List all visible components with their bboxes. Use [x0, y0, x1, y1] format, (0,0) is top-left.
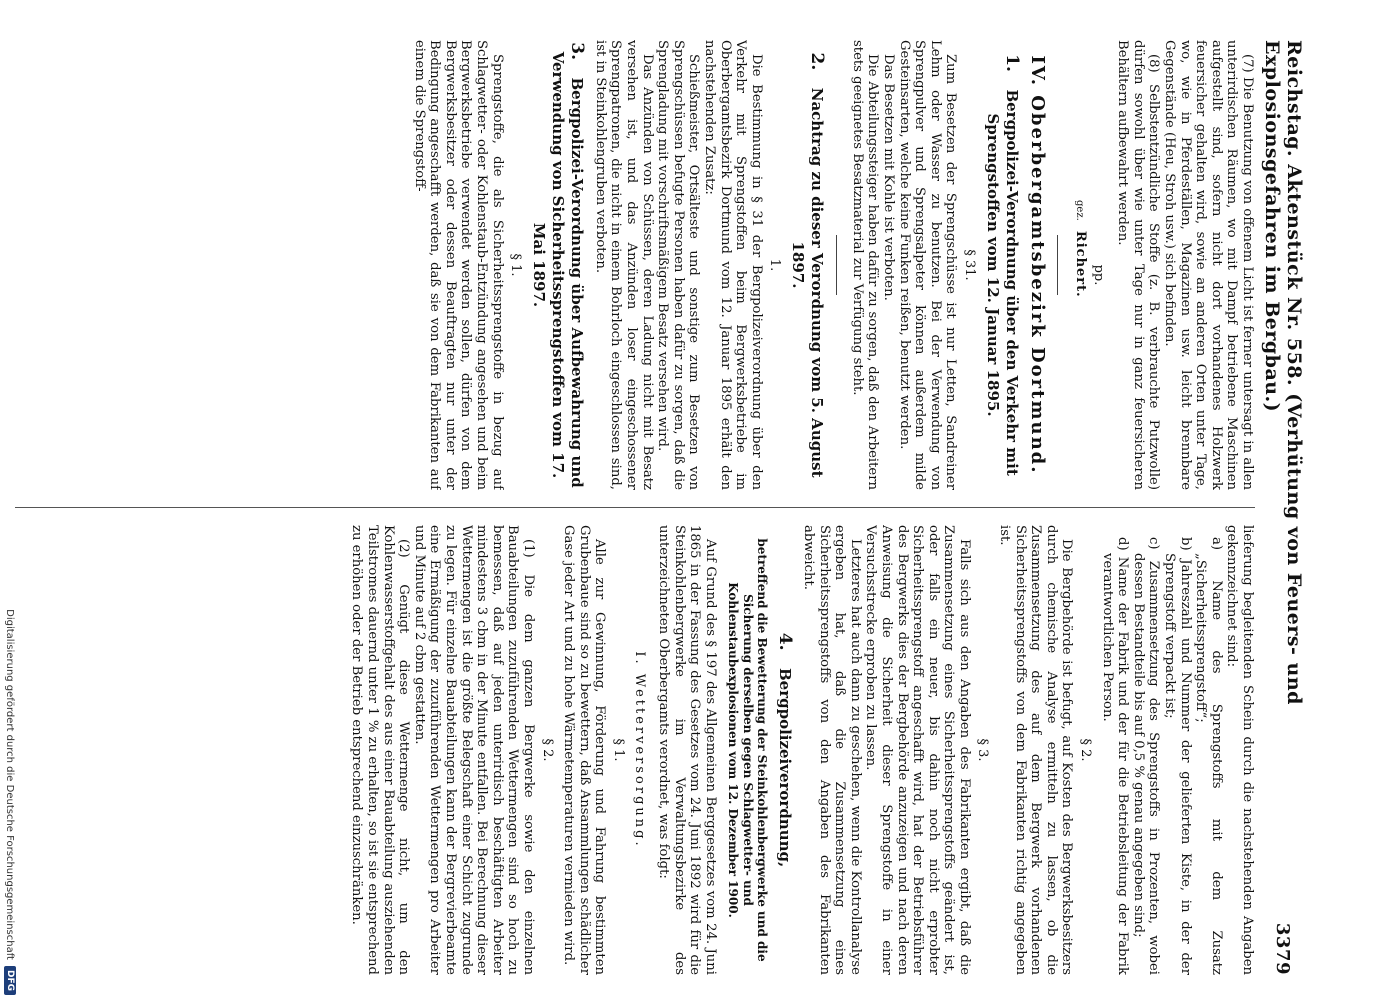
ordinance-2-heading: [788, 40, 826, 490]
signature-name: Richert.: [1072, 230, 1088, 298]
signature-pp: pp.: [1090, 264, 1106, 286]
ordinance-4-preamble: Auf Grund des § 197 des Allgemeinen Berggesetzes vom 24. Juni 1865 in der Fassung des Gesetzes vom 24. Juni 1892 wird für die Steinkohlenbergwerke im Verwaltungsbezirke des unterzeichneten Oberbergamts verordnet, was folgt:: [656, 525, 718, 975]
ordinance-2-number: 2.: [807, 52, 828, 71]
ordinance-1-title: Bergpolizei-Verordnung über den Verkehr mit Sprengstoffen vom 12. Januar 1895.: [984, 89, 1022, 476]
ordinance-3-heading: [529, 40, 586, 490]
continued-paragraph: lieferung begleitenden Schein durch die nachstehenden Angaben gekennzeichnet sind:: [1224, 525, 1255, 975]
wetter-paragraph-1: Alle zur Gewinnung, Förderung und Fahrung bestimmten Grubenbaue sind so zu bewettern, daß Ansammlungen schädlicher Gase jeder Art und zu hohe Wärmetemperaturen vermieden wird.: [561, 525, 608, 975]
running-header: [1263, 40, 1303, 975]
paragraph-31b: Das Besetzen mit Kohle ist verboten.: [881, 54, 897, 301]
column-divider: [15, 507, 1255, 508]
list-item-b: b) Jahreszahl und Nummer der gelieferten Kiste, in der der Sprengstoff verpackt ist;: [1162, 537, 1193, 975]
left-column: [10, 40, 1255, 490]
nachtrag-paragraph-1: Die Bestimmung in § 31 der Bergpolizeiverordnung über den Verkehr mit Sprengstoffen beim Bergwerksbetriebe im Oberbergamtsbezirk Dortmund vom 12. Januar 1895 erhält den nachstehenden Zusatz:: [701, 40, 764, 490]
paragraph-3a-text: Falls sich aus den Angaben des Fabrikanten ergibt, daß die Zusammensetzung eines Sicherheitssprengstoffs geändert ist, oder falls ein neuer, bis dahin noch nicht erprobter Sicherheitssprengstoff angeschafft wird, hat der Betriebsführer des Bergwerks dies der Bergbehörde anzuzeigen und nach deren Anweisung die Sicherheit dieser Sprengstoffe in einer Versuchsstrecke erproben zu lassen.: [863, 525, 972, 975]
item-number-1: 1.: [767, 258, 783, 272]
paragraph-sign-2: § 2.: [1078, 738, 1094, 762]
list-item-d: d) Name der Fabrik und der für die Betriebsleitung der Fabrik verantwortlichen Person.: [1099, 537, 1131, 975]
credit-text: Digitalisierung gefördert durch die Deutsche Forschungsgemeinschaft: [4, 609, 16, 960]
ordinance-1-heading: [983, 40, 1021, 490]
paragraph-sign-1: § 1.: [508, 253, 524, 277]
header-title: Reichstag. Aktenstück Nr. 558. (Verhütung von Feuers- und Explosionsgefahren im Bergbau.): [1261, 40, 1305, 705]
list-item-c: c) Zusammensetzung des Sprengstoffs in Prozenten, wobei dessen Bestandteile bis auf 0,5 % genau angegeben sind;: [1130, 537, 1162, 975]
nachtrag-paragraph-3: Das Anzünden von Schüssen, deren Ladung nicht mit Besatz versehen ist, und das Anzünden loser eingeschossener Sprengpatronen, die nicht in einem Bohrloch eingeschlossen sind, ist in Steinkohlengruben verboten.: [592, 40, 655, 490]
ordinance-4-number: 4.: [775, 632, 796, 651]
ordinance-4-heading: [775, 525, 794, 975]
wetter-paragraph-2a: (1) Die dem ganzen Bergwerke sowie den einzelnen Bauabteilungen zuzuführenden Wettermengen sind so hoch zu bemessen, daß auf jeden unterirdisch beschäftigten Arbeiter mindestens 3 cbm in der Minute entfallen. Bei Berechnung dieser Wettermengen ist die größte Belegschaft einer Schicht zugrunde zu legen. Für einzelne Bauabteilungen kann der Bergrevierbeamte eine Ermäßigung der zuzuführenden Wettermengen pro Arbeiter und Minute auf 2 cbm gestatten.: [411, 525, 536, 975]
ordinance-2-title: Nachtrag zu dieser Verordnung vom 5. August 1897.: [789, 87, 827, 478]
paragraph-sign-w2: § 2.: [539, 738, 555, 762]
chapter-heading: I. Wetterversorgung.: [632, 651, 648, 849]
paragraph-3b-text: Letzteres hat auch dann zu geschehen, wenn die Kontrollanalyse ergeben hat, daß die Zusammensetzung eines Sicherheitssprengstoffs von den Angaben des Fabrikanten abweicht.: [800, 525, 863, 975]
wetter-paragraph-2b: (2) Genügt diese Wettermenge nicht, um den Kohlenwasserstoffgehalt des aus einer Bauabteilung ausziehenden Teilstromes dauernd unter 1 % zu erhalten, so ist sie entsprechend zu erhöhen oder der Betrieb entsprechend einzuschränken.: [349, 525, 412, 975]
signature-block: [1070, 40, 1107, 490]
ordinance-3-number: 3.: [567, 42, 588, 60]
paragraph-31c: Die Abteilungssteiger haben dafür zu sorgen, daß den Arbeitern stets geeignetes Besatzmaterial zur Verfügung steht.: [849, 40, 881, 490]
signature-gez: gez.: [1073, 200, 1085, 221]
paragraph-sign-w1: § 1.: [610, 738, 626, 762]
paragraph-2-text: Die Bergbehörde ist befugt, auf Kosten des Bergwerksbesitzers durch chemische Analyse ermitteln zu lassen, ob die Zusammensetzung des auf dem Bergwerk vorhandenen Sicherheitssprengstoffs von dem Fabrikanten richtig angegeben ist.: [997, 525, 1075, 975]
paragraph-sign-31: § 31.: [962, 249, 978, 281]
dfg-logo: DFG: [4, 966, 16, 995]
paragraph-31a: Zum Besetzen der Sprengschüsse ist nur Letten, Sandreiner Lehm oder Wasser zu benutzen. Bei der Verwendung von Sprengpulver und Sprengsalpeter können außerdem milde Gesteinsarten, welche keine Funken reißen, benutzt werden.: [896, 40, 959, 490]
right-column: [10, 525, 1255, 975]
page-number: 3379: [1272, 922, 1294, 975]
paragraph-sign-3: § 3.: [975, 738, 991, 762]
list-item-a: a) Name des Sprengstoffs mit dem Zusatz „Sicherheitssprengstoff“;: [1193, 537, 1224, 975]
separator-rule: [836, 235, 837, 295]
ordinance-1-number: 1.: [1002, 54, 1023, 72]
ordinance-3-title: Bergpolizei-Verordnung über Aufbewahrung und Verwendung von Sicherheitssprengstoffen vom 17. Mai 1897.: [530, 51, 587, 488]
paragraph-8: (8) Selbstentzündliche Stoffe (z. B. verbrauchte Putzwolle) dürfen sowohl über wie unter Tage nur in ganz feuersicheren Behältern aufbewahrt werden.: [1115, 40, 1162, 490]
sprengstoff-paragraph-1: Sprengstoffe, die als Sicherheitssprengstoffe in bezug auf Schlagwetter- oder Kohlenstaub-Entzündung angesehen und beim Bergwerksbetriebe verwendet werden sollen, dürfen von dem Bergwerksbesitzer oder dessen Beauftragten nur unter der Bedingung angeschafft werden, daß sie von dem Fabrikanten auf einem die Sprengstoff-: [411, 40, 505, 490]
section-heading-iv: IV. Oberbergamtsbezirk Dortmund.: [1026, 55, 1048, 475]
ordinance-4-subtitle: betreffend die Bewetterung der Steinkohlenbergwerke und die Sicherung derselben gegen Schlagwetter- und Kohlenstaubexplosionen vom 12. Dezember 1900.: [726, 538, 770, 962]
nachtrag-paragraph-2: Schießmeister, Ortsälteste und sonstige zum Besetzen von Sprengschüssen befugte Personen haben dafür zu sorgen, daß die Sprengladung mit vorschriftsmäßigem Besatz versehen wird.: [655, 40, 702, 490]
ordinance-4-title: Bergpolizeiverordnung,: [776, 667, 795, 868]
paragraph-7: (7) Die Benutzung von offenem Licht ist ferner untersagt in allen unterirdischen Räumen, wo mit Dampf betriebene Maschinen aufgestellt sind, sofern nicht dort vorhandenes Holzwerk feuersicher gehalten wird, sowie an anderen Orten unter Tage, wo, wie in Pferdeställen, Magazinen usw. leicht brennbare Gegenstände (Heu, Stroh usw.) sich befinden.: [1162, 40, 1255, 490]
digitization-credit: [0, 0, 21, 995]
separator-rule: [1057, 235, 1058, 295]
